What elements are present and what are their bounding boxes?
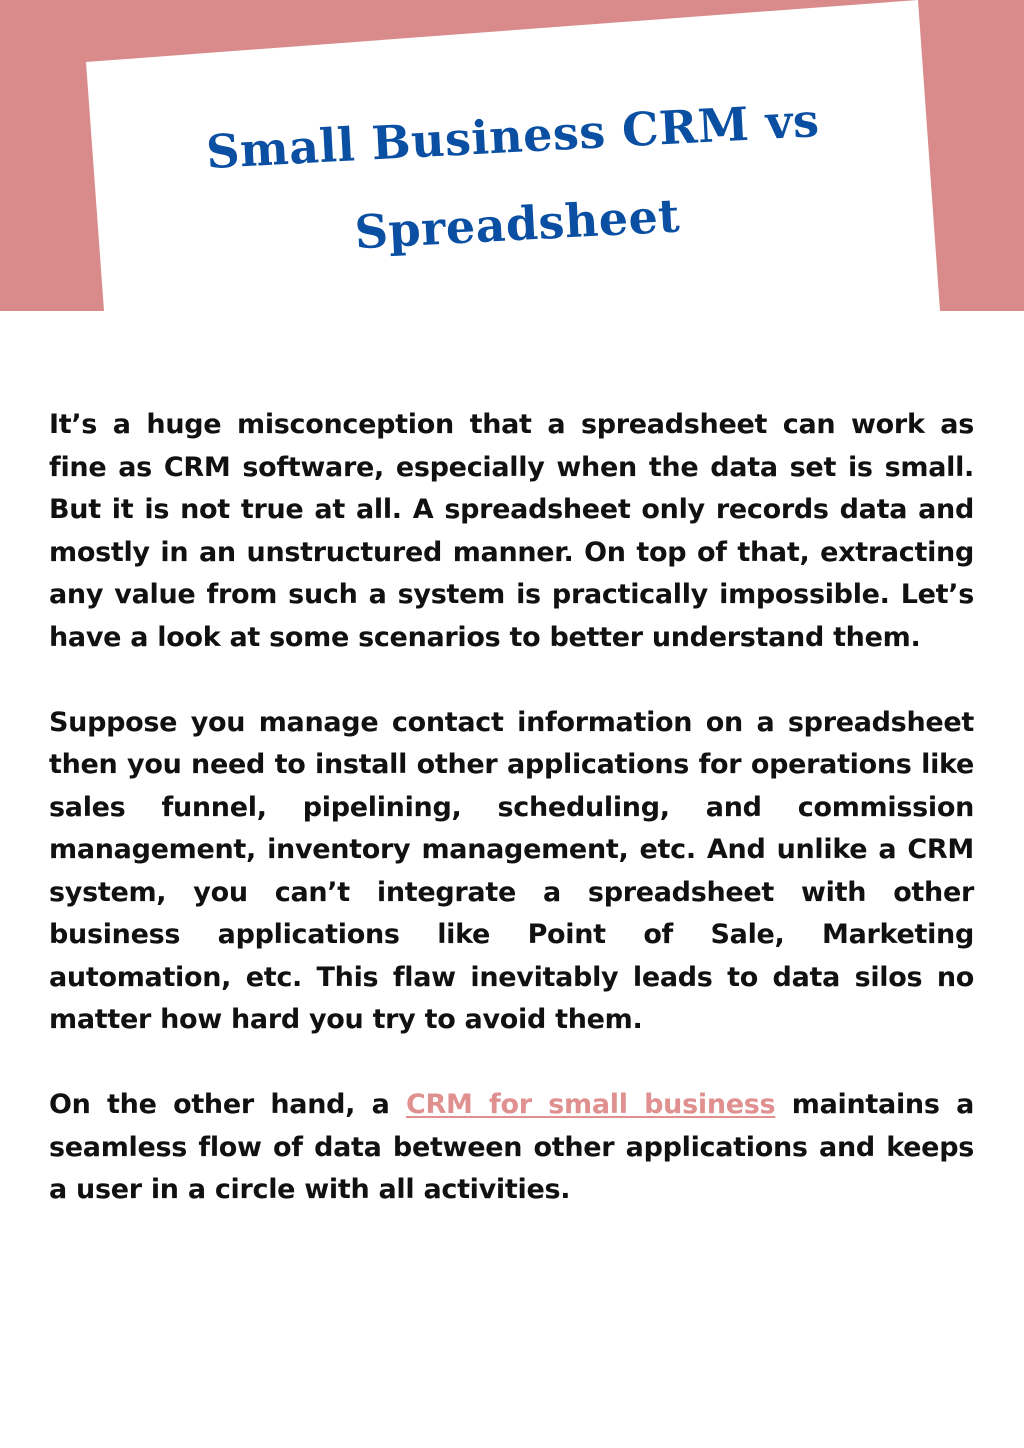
paragraph-conclusion-start: On the other hand, a xyxy=(49,1089,406,1120)
article-body xyxy=(49,404,974,1212)
paragraph-scenario: Suppose you manage contact information on a spreadsheet then you need to install other applications for operations like sales funnel, pipelining, scheduling, and commission management, inventory management, etc. And unlike a CRM system, you can’t integrate a spreadsheet with other business applications like Point of Sale, Marketing automation, etc. This flaw inevitably leads to data silos no matter how hard you try to avoid them. xyxy=(49,706,974,1035)
paragraph-conclusion xyxy=(49,1084,974,1212)
paragraph-conclusion-end: maintains a seamless flow of data between other applications and keeps a user in a circle with all activities. xyxy=(49,1089,974,1205)
page-title: Small Business CRM vs Spreadsheet xyxy=(204,93,821,260)
title-card xyxy=(0,0,1024,311)
paragraph-intro: It’s a huge misconception that a spreadsheet can work as fine as CRM software, especially when the data set is small. But it is not true at all. A spreadsheet only records data and mostly in an unstructured manner. On top of that, extracting any value from such a system is practically impossible. Let’s have a look at some scenarios to better understand them. xyxy=(49,409,974,653)
crm-for-small-business-link[interactable]: CRM for small business xyxy=(406,1089,776,1120)
